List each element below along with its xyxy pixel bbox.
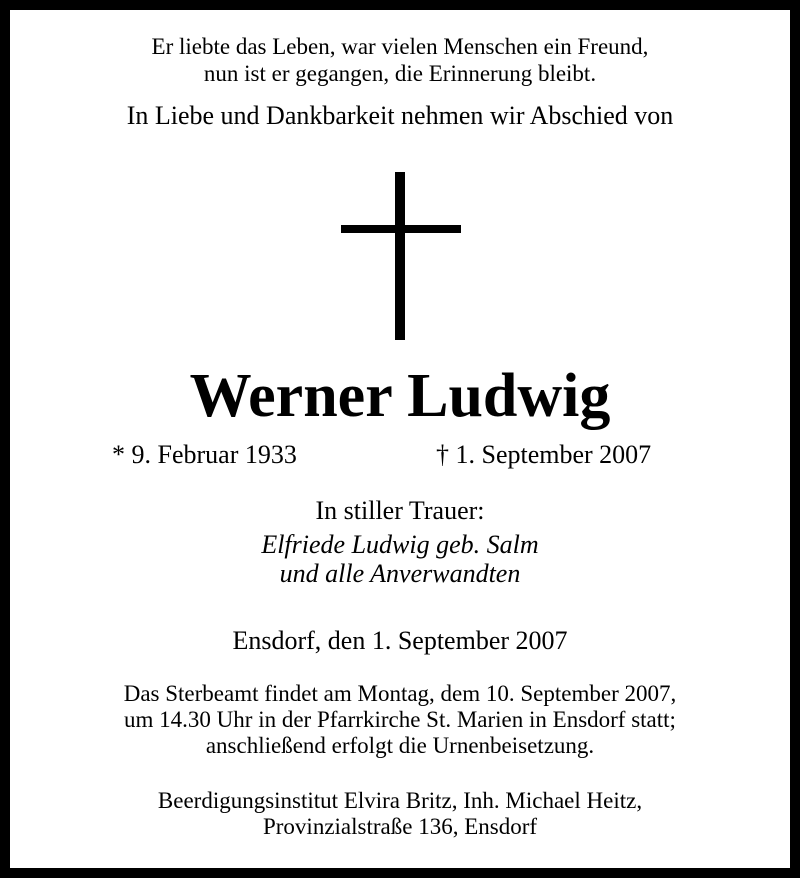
undertaker-line-1: Beerdigungsinstitut Elvira Britz, Inh. Michael Heitz, <box>157 788 643 813</box>
mourners-heading: In stiller Trauer: <box>315 496 485 525</box>
deceased-name: Werner Ludwig <box>189 362 611 430</box>
mourners-line-2: und alle Anverwandten <box>279 559 521 588</box>
place-date: Ensdorf, den 1. September 2007 <box>232 626 568 655</box>
service-line-3: anschließend erfolgt die Urnenbeisetzung. <box>205 733 595 758</box>
service-line-2: um 14.30 Uhr in der Pfarrkirche St. Marien in Ensdorf statt; <box>124 707 676 732</box>
service-line-1: Das Sterbeamt findet am Montag, dem 10. September 2007, <box>123 681 677 706</box>
cross-vertical-bar <box>395 172 405 340</box>
cross-horizontal-bar <box>341 225 461 233</box>
verse-line-1: Er liebte das Leben, war vielen Menschen ein Freund, <box>151 34 649 59</box>
undertaker-line-2: Provinzialstraße 136, Ensdorf <box>262 814 538 839</box>
mourners-line-1: Elfriede Ludwig geb. Salm <box>261 530 539 559</box>
farewell-text: In Liebe und Dankbarkeit nehmen wir Abschied von <box>126 101 674 130</box>
birth-date: * 9. Februar 1933 <box>112 440 297 469</box>
verse-line-2: nun ist er gegangen, die Erinnerung bleibt. <box>203 61 597 86</box>
death-date: † 1. September 2007 <box>436 440 652 469</box>
